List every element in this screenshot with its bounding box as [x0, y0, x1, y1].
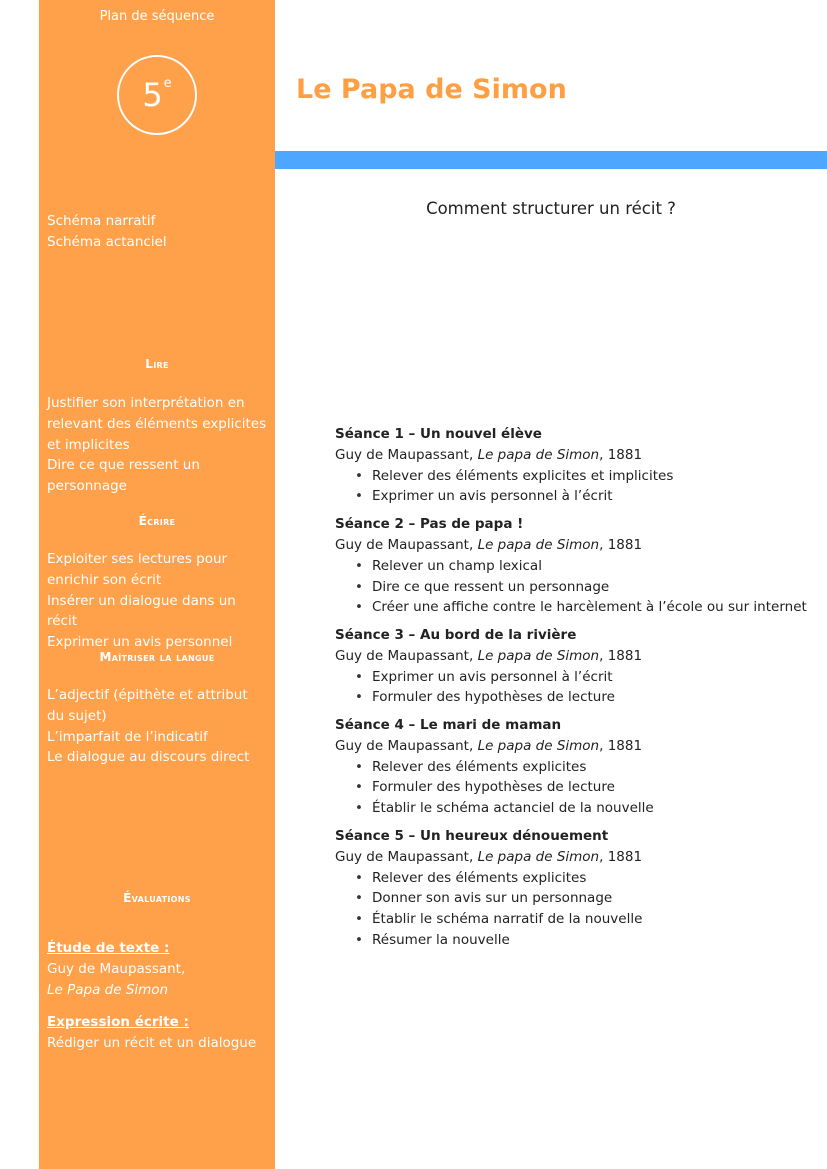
- source-work: Le papa de Simon: [477, 647, 600, 664]
- lire-item: Justifier son interprétation en relevant des éléments explicites et implicites: [47, 395, 267, 453]
- sidebar: [39, 0, 275, 1169]
- session-4: [335, 716, 825, 819]
- source-work: Le papa de Simon: [477, 738, 600, 755]
- theme-item: Schéma actanciel: [47, 233, 167, 250]
- objective-item: • Exprimer un avis personnel à l’écrit: [355, 486, 825, 507]
- expression-label: Expression écrite :: [47, 1014, 189, 1031]
- objective-item: • Établir le schéma actanciel de la nouvelle: [355, 798, 825, 819]
- source-work: Le papa de Simon: [477, 848, 600, 865]
- session-source: [335, 736, 825, 757]
- theme-item: Schéma narratif: [47, 213, 156, 229]
- session-2: [335, 515, 825, 618]
- ecrire-list: [47, 549, 269, 653]
- header-band: [275, 151, 827, 169]
- source-year: , 1881: [599, 447, 643, 463]
- objective-item: • Créer une affiche contre le harcèlement à l’école ou sur internet: [355, 597, 825, 618]
- lire-item: Dire ce que ressent un personnage: [47, 457, 200, 495]
- objective-item: • Relever un champ lexical: [355, 556, 825, 577]
- session-source: [335, 847, 825, 868]
- sequence-plan-label: Plan de séquence: [99, 9, 215, 24]
- objective-item: • Résumer la nouvelle: [355, 930, 825, 951]
- objective-item: • Relever des éléments explicites et implicites: [355, 466, 825, 487]
- etude-work: Le Papa de Simon: [47, 981, 169, 998]
- lire-list: [47, 393, 269, 497]
- source-author: Guy de Maupassant,: [335, 447, 478, 463]
- level-suffix: e: [163, 75, 172, 91]
- session-title: Séance 4 – Le mari de maman: [335, 717, 562, 734]
- themes-list: [47, 211, 269, 253]
- source-year: , 1881: [599, 537, 643, 554]
- source-author: Guy de Maupassant,: [335, 848, 478, 865]
- session-objectives: [335, 667, 825, 708]
- source-author: Guy de Maupassant,: [335, 647, 478, 664]
- sessions-list: [335, 425, 825, 958]
- lire-heading: Lire: [145, 357, 169, 371]
- ecrire-item: Exprimer un avis personnel: [47, 634, 233, 651]
- objective-item: • Formuler des hypothèses de lecture: [355, 687, 825, 708]
- page-title: Le Papa de Simon: [296, 74, 567, 105]
- session-title: Séance 1 – Un nouvel élève: [335, 426, 542, 442]
- ecrire-heading: Écrire: [138, 514, 176, 528]
- session-1: [335, 425, 825, 507]
- source-author: Guy de Maupassant,: [335, 738, 478, 755]
- session-title: Séance 3 – Au bord de la rivière: [335, 626, 577, 643]
- source-year: , 1881: [599, 738, 643, 755]
- source-year: , 1881: [599, 647, 643, 664]
- langue-item: L’adjectif (épithète et attribut du sujet): [47, 687, 248, 724]
- objective-item: • Exprimer un avis personnel à l’écrit: [355, 667, 825, 688]
- level-number: 5: [142, 76, 163, 114]
- objective-item: • Donner son avis sur un personnage: [355, 888, 825, 909]
- session-5: [335, 827, 825, 951]
- session-3: [335, 626, 825, 708]
- source-work: Le papa de Simon: [477, 537, 600, 554]
- langue-heading: Maîtriser la langue: [99, 650, 215, 664]
- session-source: [335, 535, 825, 556]
- source-author: Guy de Maupassant,: [335, 537, 478, 554]
- objective-item: • Établir le schéma narratif de la nouvelle: [355, 909, 825, 930]
- objective-item: • Relever des éléments explicites: [355, 757, 825, 778]
- level-badge: [117, 55, 197, 135]
- session-objectives: [335, 757, 825, 819]
- evaluations-block: [47, 938, 269, 1054]
- session-objectives: [335, 868, 825, 951]
- etude-label: Étude de texte :: [47, 940, 170, 956]
- session-title: Séance 2 – Pas de papa !: [335, 516, 524, 533]
- objective-item: • Dire ce que ressent un personnage: [355, 577, 825, 598]
- session-source: [335, 445, 825, 466]
- evaluations-heading: Évaluations: [123, 891, 191, 905]
- session-title: Séance 5 – Un heureux dénouement: [335, 827, 609, 844]
- etude-author: Guy de Maupassant,: [47, 960, 186, 977]
- source-year: , 1881: [599, 848, 643, 865]
- session-objectives: [335, 466, 825, 507]
- objective-item: • Formuler des hypothèses de lecture: [355, 777, 825, 798]
- langue-item: L’imparfait de l’indicatif: [47, 728, 208, 745]
- source-work: Le papa de Simon: [477, 447, 600, 463]
- session-source: [335, 646, 825, 667]
- session-objectives: [335, 556, 825, 618]
- expression-text: Rédiger un récit et un dialogue: [47, 1035, 257, 1052]
- ecrire-item: Insérer un dialogue dans un récit: [47, 592, 236, 630]
- langue-list: [47, 685, 269, 768]
- objective-item: • Relever des éléments explicites: [355, 868, 825, 889]
- ecrire-item: Exploiter ses lectures pour enrichir son écrit: [47, 551, 228, 588]
- problem-question: Comment structurer un récit ?: [426, 199, 676, 218]
- langue-item: Le dialogue au discours direct: [47, 749, 250, 766]
